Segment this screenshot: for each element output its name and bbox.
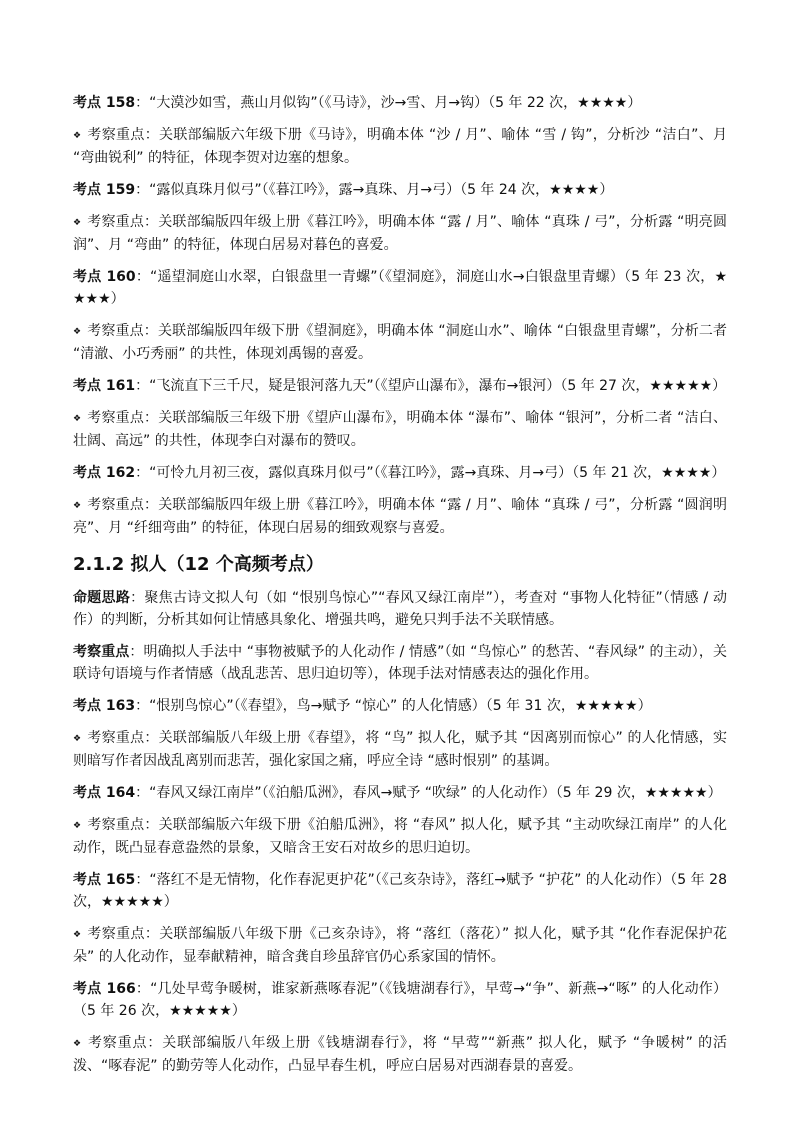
kaodian-text: ：“恨别鸟惊心”（《春望》，鸟→赋予 “惊心” 的人化情感）（5 年 31 次，★★★★★） — [135, 698, 652, 714]
document-page — [73, 92, 727, 1087]
kaodian-text: ：“几处早莺争暖树，谁家新燕啄春泥”（《钱塘湖春行》，早莺→“争”、新燕→“啄” 的人化动作）（5 年 26 次，★★★★★） — [73, 981, 727, 1019]
kaodian-label: 考点 159 — [73, 182, 136, 198]
focus-line — [73, 923, 727, 968]
kaodian-text: ：“大漠沙如雪，燕山月似钩”（《马诗》，沙→雪、月→钩）（5 年 22 次，★★★★） — [135, 95, 642, 111]
kaodian-text: ：“飞流直下三千尺，疑是银河落九天”（《望庐山瀑布》，瀑布→银河）（5 年 27 次，★★★★★） — [135, 378, 727, 394]
focus-line — [73, 1032, 727, 1077]
focus-text: ：关联部编版八年级上册《春望》，将 “鸟” 拟人化，赋予其 “因离别而惊心” 的人化情感，实则暗写作者因战乱离别而悲苦，强化家国之痛，呼应全诗 “感时恨别” 的基调。 — [73, 730, 728, 769]
point-162 — [73, 462, 727, 539]
point-161 — [73, 375, 727, 452]
kaodian-line — [73, 92, 727, 114]
focus-line — [73, 211, 727, 256]
kaodian-label: 考点 166 — [73, 981, 136, 997]
focus-label: 考察重点 — [87, 1035, 148, 1051]
kaodian-line — [73, 375, 727, 397]
focus-label: 考察重点 — [87, 926, 145, 942]
focus-line — [73, 727, 727, 772]
kaocha-paragraph — [73, 641, 727, 685]
mingti-label: 命题思路 — [73, 590, 131, 606]
focus-label: 考察重点 — [87, 730, 145, 746]
diamond-bullet-icon: ❖ — [73, 131, 82, 141]
focus-label: 考察重点 — [87, 214, 145, 230]
kaocha-label: 考察重点 — [73, 644, 130, 660]
diamond-bullet-icon: ❖ — [73, 821, 82, 831]
kaocha-text: ：明确拟人手法中 “事物被赋予的人化动作 / 情感”（如 “鸟惊心” 的愁苦、“春风绿” 的主动），关联诗句语境与作者情感（战乱悲苦、思归迫切等），体现手法对情感表达的强化作用。 — [73, 644, 728, 682]
kaodian-line — [73, 978, 727, 1022]
diamond-bullet-icon: ❖ — [73, 414, 82, 424]
diamond-bullet-icon: ❖ — [73, 501, 82, 511]
kaodian-label: 考点 160 — [73, 269, 136, 285]
kaodian-text: ：“遥望洞庭山水翠，白银盘里一青螺”（《望洞庭》，洞庭山水→白银盘里青螺）（5 年 23 次，★★★★） — [73, 269, 727, 307]
focus-label: 考察重点 — [87, 323, 144, 339]
focus-text: ：关联部编版六年级下册《泊船瓜洲》，将 “春风” 拟人化，赋予其 “主动吹绿江南岸” 的人化动作，既凸显春意盎然的景象，又暗含王安石对故乡的思归迫切。 — [73, 817, 728, 856]
point-158 — [73, 92, 727, 169]
kaodian-label: 考点 161 — [73, 378, 136, 394]
focus-line — [73, 124, 727, 169]
point-160 — [73, 266, 727, 365]
focus-text: ：关联部编版三年级下册《望庐山瀑布》，明确本体 “瀑布”、喻体 “银河”，分析二者 “洁白、壮阔、高远” 的共性，体现李白对瀑布的赞叹。 — [73, 410, 727, 449]
focus-label: 考察重点 — [87, 497, 145, 513]
mingti-paragraph — [73, 587, 727, 631]
diamond-bullet-icon: ❖ — [73, 734, 82, 744]
kaodian-line — [73, 695, 727, 717]
focus-text: ：关联部编版四年级上册《暮江吟》，明确本体 “露 / 月”、喻体 “真珠 / 弓”，分析露 “圆润明亮”、月 “纤细弯曲” 的特征，体现白居易的细致观察与喜爱。 — [73, 497, 727, 536]
diamond-bullet-icon: ❖ — [73, 1039, 82, 1049]
kaodian-label: 考点 158 — [73, 95, 136, 111]
focus-text: ：关联部编版八年级上册《钱塘湖春行》，将 “早莺”“新燕” 拟人化，赋予 “争暖树” 的活泼、“啄春泥” 的勤劳等人化动作，凸显早春生机，呼应白居易对西湖春景的喜爱。 — [73, 1035, 727, 1074]
kaodian-line — [73, 782, 727, 804]
focus-line — [73, 814, 727, 859]
point-164 — [73, 782, 727, 859]
focus-text: ：关联部编版八年级下册《己亥杂诗》，将 “落红（落花）” 拟人化，赋予其 “化作春泥保护花朵” 的人化动作，显奉献精神，暗含龚自珍虽辞官仍心系家国的情怀。 — [73, 926, 728, 965]
kaodian-text: ：“可怜九月初三夜，露似真珠月似弓”（《暮江吟》，露→真珠、月→弓）（5 年 21 次，★★★★） — [135, 465, 726, 481]
focus-line — [73, 494, 727, 539]
point-166 — [73, 978, 727, 1077]
point-159 — [73, 179, 727, 256]
kaodian-line — [73, 266, 727, 310]
section-heading: 2.1.2 拟人（12 个高频考点） — [73, 554, 324, 575]
kaodian-line — [73, 462, 727, 484]
diamond-bullet-icon: ❖ — [73, 327, 82, 337]
kaodian-label: 考点 165 — [73, 872, 136, 888]
kaodian-label: 考点 163 — [73, 698, 136, 714]
focus-label: 考察重点 — [87, 817, 145, 833]
kaodian-text: ：“露似真珠月似弓”（《暮江吟》，露→真珠、月→弓）（5 年 24 次，★★★★） — [135, 182, 614, 198]
kaodian-text: ：“落红不是无情物，化作春泥更护花”（《己亥杂诗》，落红→赋予 “护花” 的人化动作）（5 年 28 次，★★★★★） — [73, 872, 727, 910]
diamond-bullet-icon: ❖ — [73, 218, 82, 228]
focus-label: 考察重点 — [87, 127, 145, 143]
point-163 — [73, 695, 727, 772]
kaodian-label: 考点 162 — [73, 465, 136, 481]
mingti-text: ：聚焦古诗文拟人句（如 “恨别鸟惊心”“春风又绿江南岸”），考查对 “事物人化特征”（情感 / 动作）的判断，分析其如何让情感具象化、增强共鸣，避免只判手法不关联情感。 — [73, 590, 727, 628]
focus-line — [73, 407, 727, 452]
focus-line — [73, 320, 727, 365]
kaodian-line — [73, 179, 727, 201]
focus-label: 考察重点 — [87, 410, 145, 426]
kaodian-line — [73, 869, 727, 913]
focus-text: ：关联部编版六年级下册《马诗》，明确本体 “沙 / 月”、喻体 “雪 / 钩”，分析沙 “洁白”、月 “弯曲锐利” 的特征，体现李贺对边塞的想象。 — [73, 127, 727, 166]
point-165 — [73, 869, 727, 968]
kaodian-text: ：“春风又绿江南岸”（《泊船瓜洲》，春风→赋予 “吹绿” 的人化动作）（5 年 29 次，★★★★★） — [135, 785, 722, 801]
kaodian-label: 考点 164 — [73, 785, 136, 801]
diamond-bullet-icon: ❖ — [73, 930, 82, 940]
focus-text: ：关联部编版四年级下册《望洞庭》，明确本体 “洞庭山水”、喻体 “白银盘里青螺”，分析二者 “清澈、小巧秀丽” 的共性，体现刘禹锡的喜爱。 — [73, 323, 727, 362]
focus-text: ：关联部编版四年级上册《暮江吟》，明确本体 “露 / 月”、喻体 “真珠 / 弓”，分析露 “明亮圆润”、月 “弯曲” 的特征，体现白居易对暮色的喜爱。 — [73, 214, 727, 253]
